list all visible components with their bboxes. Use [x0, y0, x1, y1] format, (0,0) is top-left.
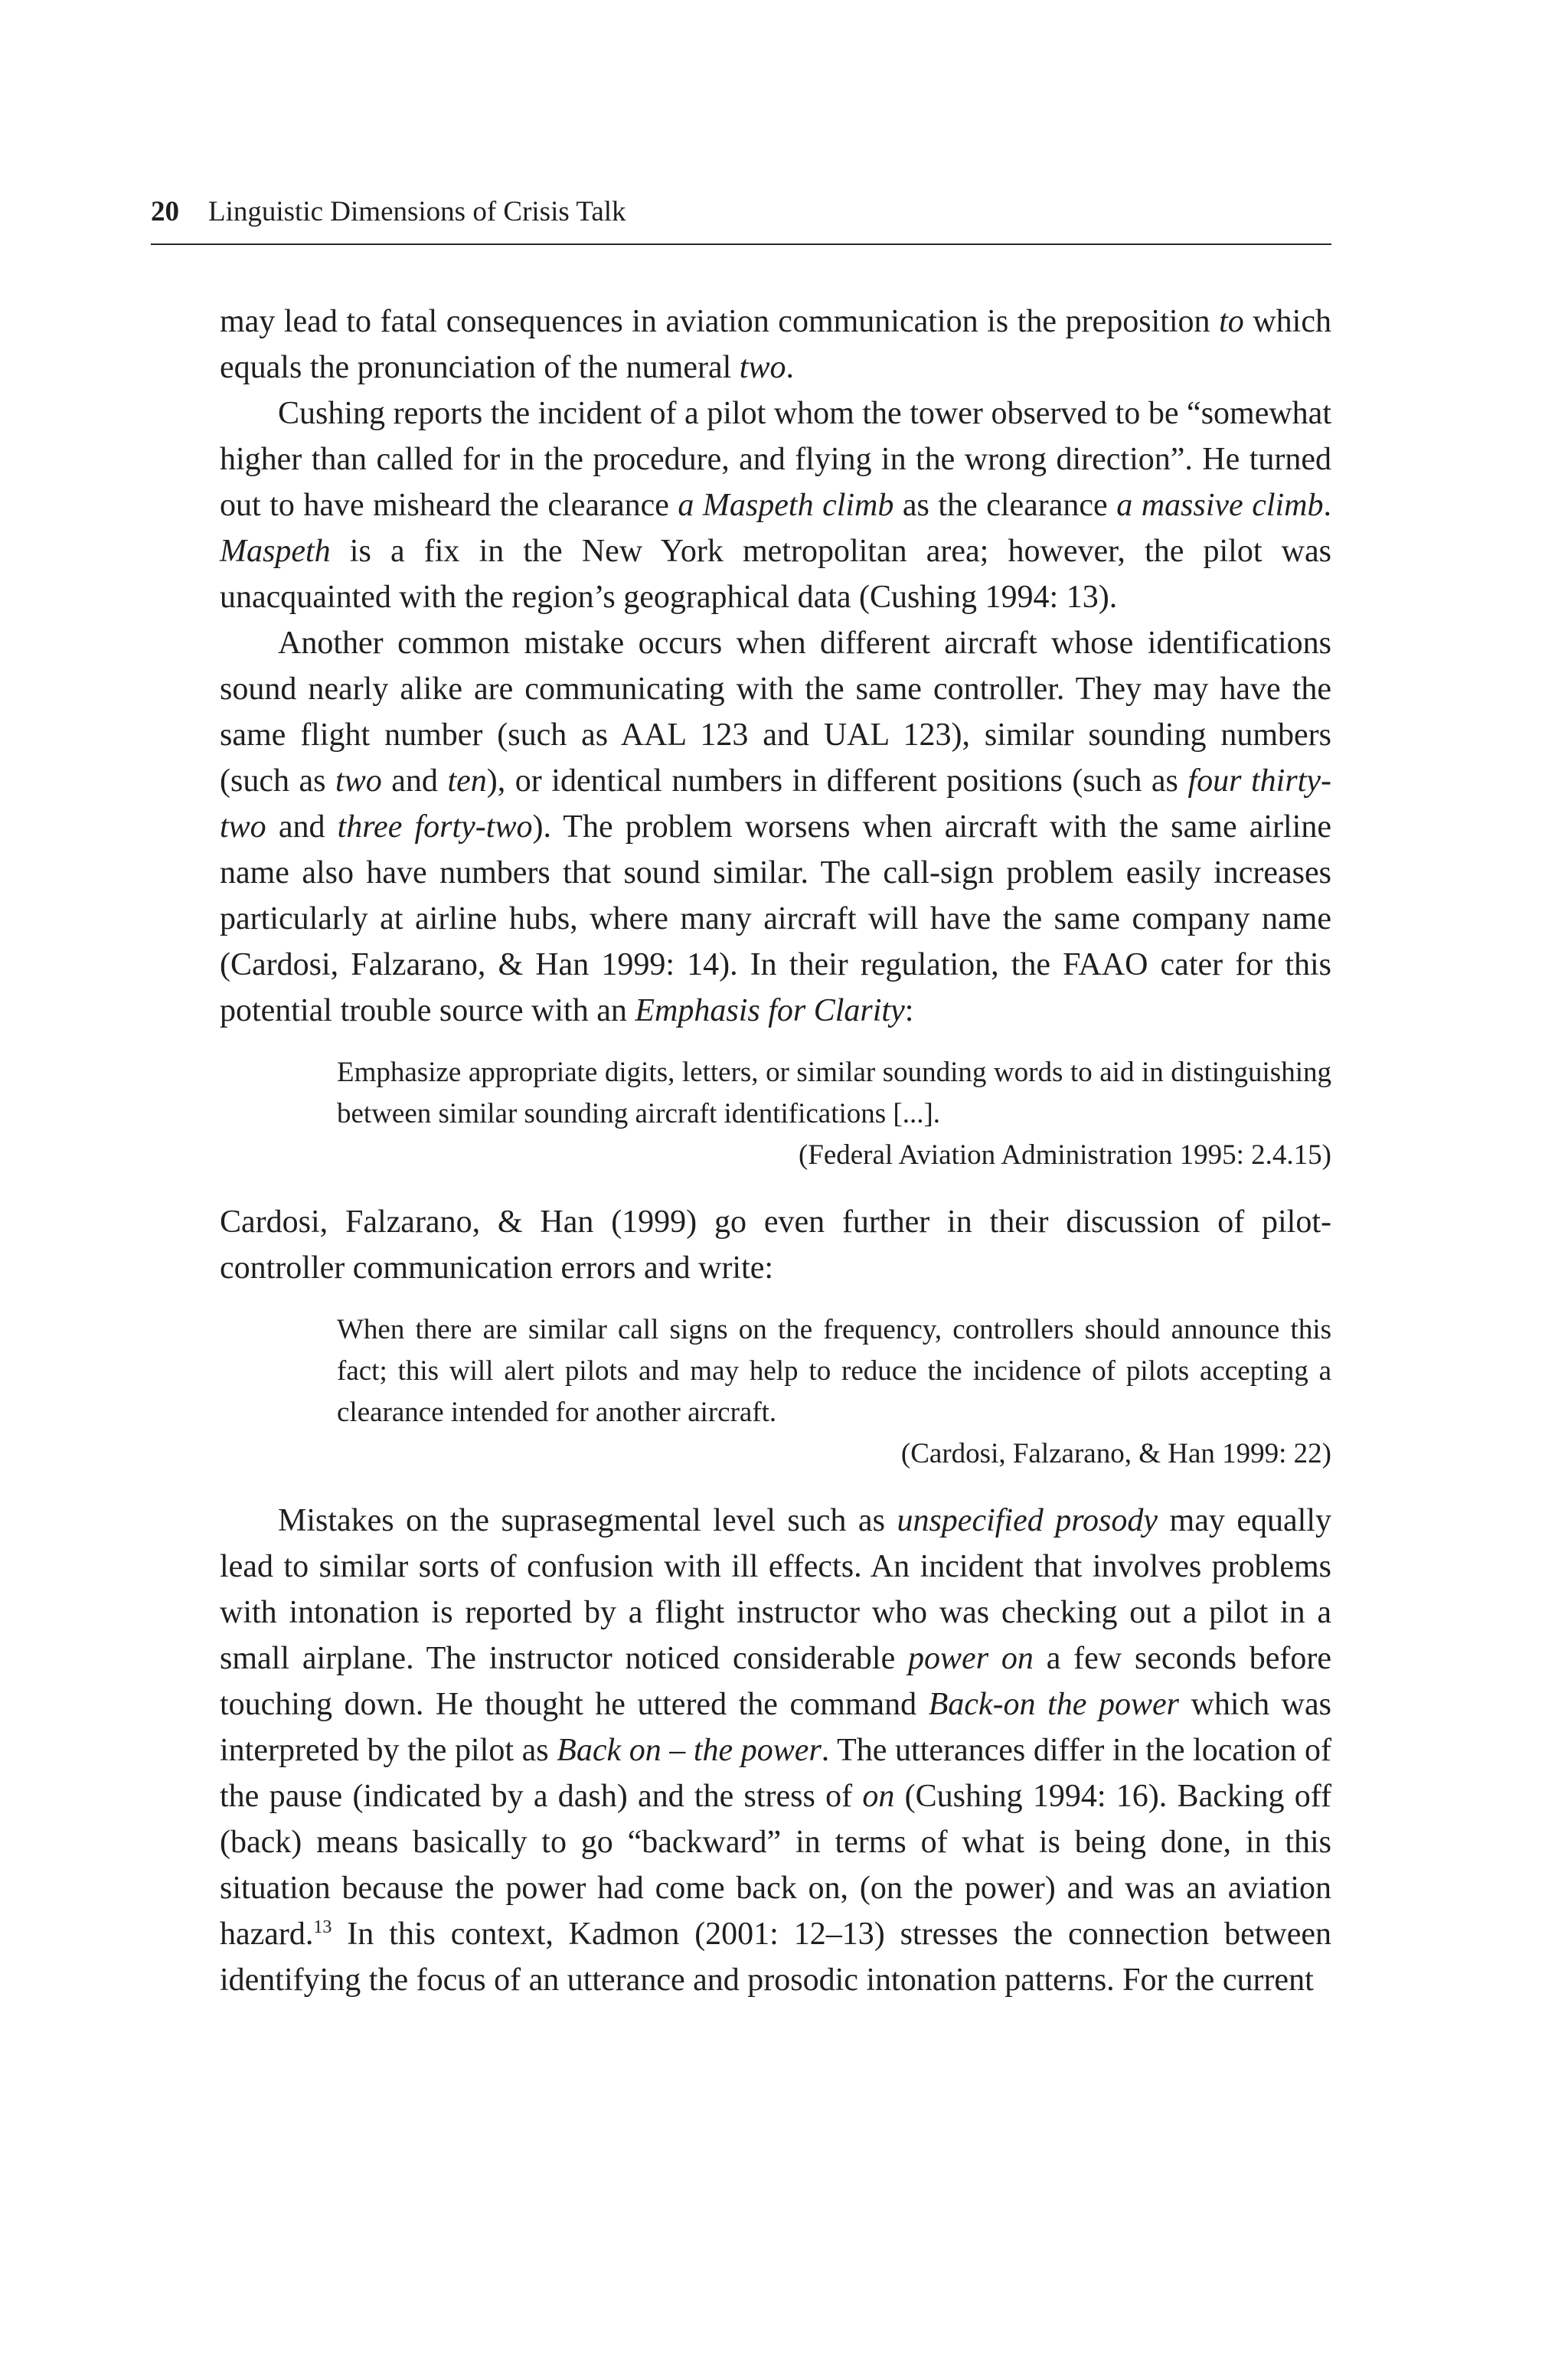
- paragraph-2: [220, 391, 1331, 620]
- body-text: [220, 299, 1331, 2003]
- quote-source: (Cardosi, Falzarano, & Han 1999: 22): [900, 1438, 1331, 1469]
- italic-term: two: [335, 763, 382, 799]
- italic-term: a Maspeth climb: [678, 488, 894, 523]
- text-run: as the clearance: [893, 488, 1117, 523]
- quote-text: Emphasize appropriate digits, letters, or similar sounding words to aid in distinguishing between similar sounding aircraft identifications [...].: [337, 1057, 1331, 1129]
- paragraph-4: [220, 1199, 1331, 1291]
- italic-term: to: [1219, 304, 1244, 339]
- italic-term: power on: [908, 1641, 1034, 1676]
- text-run: (Cushing 1994: 16). Backing off (back) means basically to go “backward” in terms of what is being done, in this situation because the power had come back on, (on the power) and was an aviation hazard.: [220, 1779, 1331, 1952]
- text-run: which was interpreted by the pilot as: [220, 1687, 1331, 1768]
- header-rule: [151, 243, 1331, 245]
- italic-term: on: [862, 1779, 895, 1814]
- text-run: Mistakes on the suprasegmental level such as: [278, 1503, 897, 1538]
- running-head: [151, 193, 1331, 231]
- text-run: a few seconds before touching down. He thought he uttered the command: [220, 1641, 1331, 1722]
- text-run: is a fix in the New York metropolitan area; however, the pilot was unacquainted with the region’s geographical data (Cushing 1994: 13).: [220, 534, 1331, 615]
- quote-text: When there are similar call signs on the frequency, controllers should announce this fact; this will alert pilots and may help to reduce the incidence of pilots accepting a clearance intended for another aircraft.: [337, 1314, 1331, 1428]
- text-run: Another common mistake occurs when different aircraft whose identifications sound nearly alike are communicating with the same controller. They may have the same flight number (such as AAL 123 and UAL 123), similar sounding numbers (such as: [220, 626, 1331, 799]
- italic-term: a massive climb: [1116, 488, 1324, 523]
- paragraph-1: [220, 299, 1331, 391]
- text-run: Cardosi, Falzarano, & Han (1999) go even further in their discussion of pilot-controller communication errors and write:: [220, 1204, 1331, 1286]
- text-run: ), or identical numbers in different positions (such as: [486, 763, 1188, 799]
- italic-term: unspecified prosody: [897, 1503, 1158, 1538]
- text-run: In this context, Kadmon (2001: 12–13) stresses the connection between identifying the focus of an utterance and prosodic intonation patterns. For the current: [220, 1917, 1331, 1998]
- italic-term: ten: [447, 763, 487, 799]
- text-run: .: [1323, 488, 1332, 523]
- paragraph-5: [220, 1498, 1331, 2003]
- italic-term: Emphasis for Clarity: [635, 993, 905, 1028]
- italic-term: three forty-two: [337, 809, 533, 845]
- text-run: and: [381, 763, 448, 799]
- text-run: . The utterances differ in the location of the pause (indicated by a dash) and the stress of: [220, 1733, 1331, 1814]
- block-quote-2: [337, 1309, 1331, 1475]
- italic-term: four thirty-two: [220, 763, 1331, 845]
- text-run: and: [266, 809, 338, 845]
- page-number: 20: [151, 196, 179, 227]
- footnote-marker[interactable]: 13: [313, 1917, 332, 1937]
- block-quote-1: [337, 1052, 1331, 1176]
- text-run: which equals the pronunciation of the numeral: [220, 304, 1331, 385]
- text-run: ). The problem worsens when aircraft with the same airline name also have numbers that sound similar. The call-sign problem easily increases particularly at airline hubs, where many aircraft will have the same company name (Cardosi, Falzarano, & Han 1999: 14). In their regulation, the FAAO cater for this potential trouble source with an: [220, 809, 1331, 1028]
- italic-term: two: [739, 350, 786, 385]
- paragraph-3: [220, 620, 1331, 1034]
- text-run: Cushing reports the incident of a pilot whom the tower observed to be “somewhat higher than called for in the procedure, and flying in the wrong direction”. He turned out to have misheard the clearance: [220, 396, 1331, 523]
- italic-term: Maspeth: [220, 534, 331, 569]
- quote-source: (Federal Aviation Administration 1995: 2.4.15): [798, 1139, 1331, 1171]
- text-run: .: [786, 350, 794, 385]
- italic-term: Back-on the power: [928, 1687, 1179, 1722]
- text-run: :: [904, 993, 914, 1028]
- running-title: Linguistic Dimensions of Crisis Talk: [208, 196, 626, 227]
- text-run: may lead to fatal consequences in aviation communication is the preposition: [220, 304, 1220, 339]
- italic-term: Back on – the power: [557, 1733, 822, 1768]
- text-run: may equally lead to similar sorts of confusion with ill effects. An incident that involves problems with intonation is reported by a flight instructor who was checking out a pilot in a small airplane. The instructor noticed considerable: [220, 1503, 1332, 1676]
